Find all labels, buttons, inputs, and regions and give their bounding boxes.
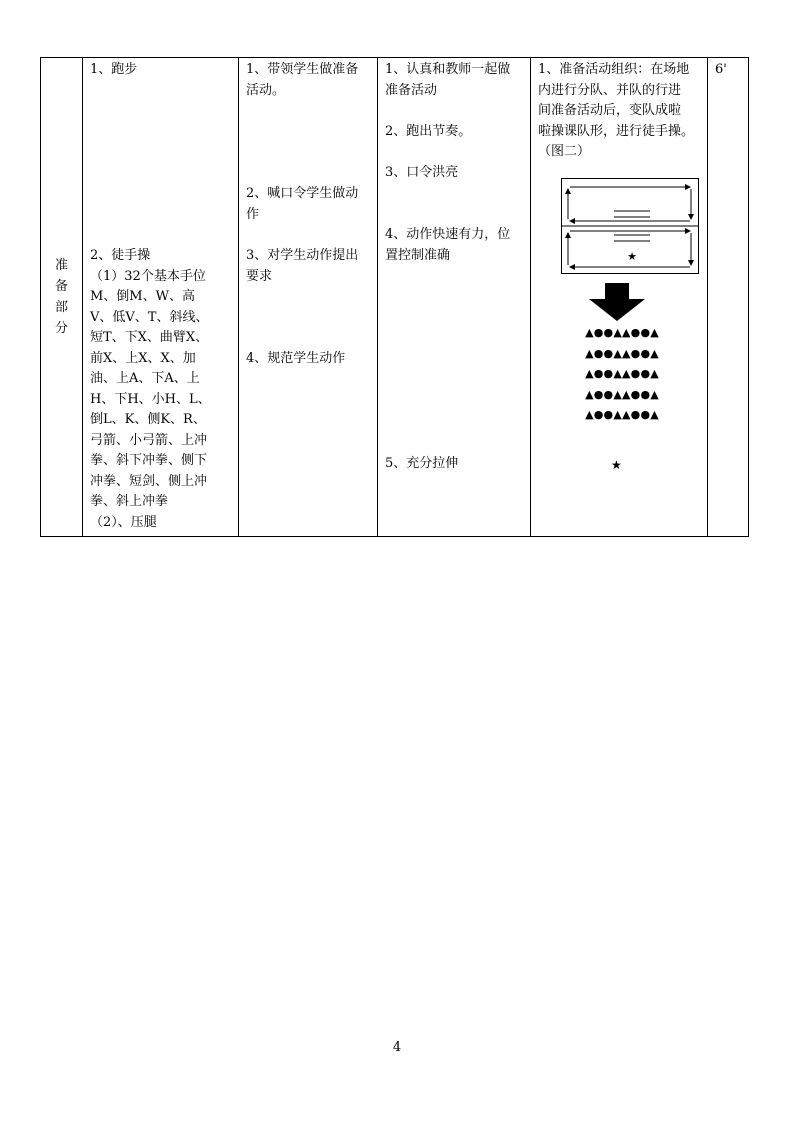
student-line: 准备活动 <box>385 82 438 98</box>
organization-line: （图二） <box>538 144 591 159</box>
organization-cell <box>531 58 708 537</box>
content-line: 拳、斜下冲拳、侧下 <box>90 453 208 468</box>
content-line: V、低V、T、斜线、 <box>90 309 209 325</box>
organization-line: 1、准备活动组织：在场地 <box>538 62 690 77</box>
teacher-item-4 <box>239 349 377 370</box>
teacher-line: 作 <box>246 206 260 222</box>
content-line: 短T、下X、曲臂X、 <box>90 330 209 345</box>
page-number: 4 <box>392 1040 402 1055</box>
organization-text <box>531 60 707 163</box>
student-activity-cell <box>378 58 531 537</box>
teacher-line: 活动。 <box>246 82 286 98</box>
content-line: 2、徒手操 <box>90 248 151 263</box>
down-arrow-icon <box>589 283 645 321</box>
student-line: 3、口令洪亮 <box>385 165 459 180</box>
lesson-plan-table <box>40 57 749 537</box>
teacher-star-icon: ★ <box>627 250 637 263</box>
student-item-2 <box>378 122 530 143</box>
student-item-1 <box>378 60 530 101</box>
teacher-line: 2、喊口令学生做动 <box>246 186 359 201</box>
section-label-cell <box>41 58 83 537</box>
formation-row: ▲●●▲▲●●▲ <box>585 408 659 421</box>
content-line: 前X、上X、X、加 <box>90 350 196 366</box>
student-line: 5、充分拉伸 <box>385 456 459 471</box>
organization-line: 间准备活动后，变队成啦 <box>538 103 682 118</box>
student-line: 4、动作快速有力，位 <box>385 227 511 242</box>
content-item-exercise <box>83 246 238 533</box>
content-item-running <box>83 60 238 81</box>
organization-line: 内进行分队、并队的行进 <box>538 82 682 98</box>
section-label-char: 备 <box>54 279 68 294</box>
content-line: 油、上A、下A、上 <box>90 371 200 386</box>
content-line: 冲拳、短剑、侧上冲 <box>90 473 208 489</box>
teacher-item-2 <box>239 184 377 225</box>
student-line: 2、跑出节奏。 <box>385 124 472 139</box>
content-line: （1）32个基本手位 <box>90 268 206 284</box>
content-line: M、倒M、W、高 <box>90 289 195 304</box>
content-line: 弓箭、小弓箭、上冲 <box>90 432 208 448</box>
teacher-activity-cell <box>239 58 378 537</box>
content-line: 拳、斜上冲拳 <box>90 494 169 509</box>
content-line: （2）、压腿 <box>90 514 157 530</box>
formation-row: ▲●●▲▲●●▲ <box>585 367 659 380</box>
teacher-item-1 <box>239 60 377 101</box>
formation-row: ▲●●▲▲●●▲ <box>585 346 659 360</box>
content-line: 倒L、K、侧K、R、 <box>90 412 206 427</box>
teacher-line: 要求 <box>246 268 273 284</box>
time-value: 6' <box>715 62 727 77</box>
field-diagram <box>561 178 699 274</box>
student-item-3 <box>378 163 530 184</box>
formation-row: ▲●●▲▲●●▲ <box>585 326 659 339</box>
teacher-position-star-icon: ★ <box>611 458 622 472</box>
time-cell <box>708 58 749 537</box>
teacher-line: 1、带领学生做准备 <box>246 62 359 77</box>
content-line: H、下H、小H、L、 <box>90 391 211 407</box>
formation-row: ▲●●▲▲●●▲ <box>585 387 659 401</box>
table-row <box>41 58 749 537</box>
content-cell <box>83 58 239 537</box>
section-label-char: 部 <box>54 300 68 315</box>
student-line: 1、认真和教师一起做 <box>385 62 511 77</box>
section-label-char: 分 <box>54 321 68 336</box>
cheer-formation <box>567 323 677 426</box>
section-label-char: 准 <box>54 258 68 273</box>
teacher-item-3 <box>239 246 377 287</box>
content-item-text: 1、跑步 <box>90 62 138 77</box>
teacher-line: 4、规范学生动作 <box>246 351 346 366</box>
student-line: 置控制准确 <box>385 247 451 263</box>
student-item-5 <box>378 454 530 475</box>
student-item-4 <box>378 225 530 266</box>
teacher-line: 3、对学生动作提出 <box>246 248 359 263</box>
field-diagram-svg <box>562 179 698 273</box>
organization-line: 啦操课队形，进行徒手操。 <box>538 123 695 139</box>
